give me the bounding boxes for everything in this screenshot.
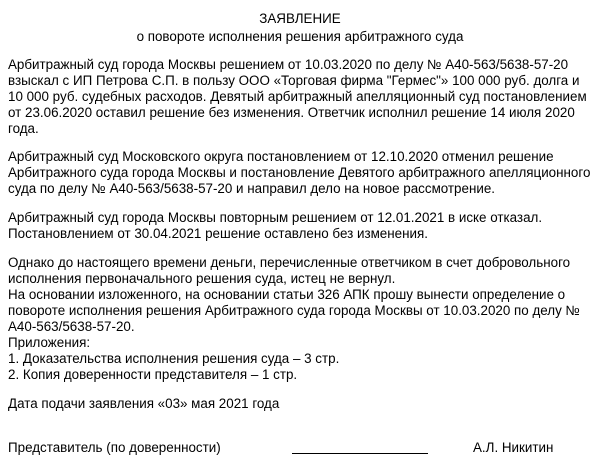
document-subtitle: о повороте исполнения решения арбитражного суда <box>136 29 464 44</box>
paragraph-1-line-1: Арбитражный суд города Москвы решением от 10.03.2020 по делу № А40-563/5638-57-20 <box>8 57 569 72</box>
paragraph-3-line-2: Постановлением от 30.04.2021 решение оставлено без изменения. <box>8 226 428 241</box>
paragraph-2-line-1: Арбитражный суд Московского округа постановлением от 12.10.2020 отменил решение <box>8 149 554 164</box>
paragraph-1-line-5: года. <box>8 121 39 136</box>
paragraph-3-line-1: Арбитражный суд города Москвы повторным решением от 12.01.2021 в иске отказал. <box>8 210 543 225</box>
attachments-heading: Приложения: <box>8 335 91 350</box>
paragraph-4-line-5: А40-563/5638-57-20. <box>8 319 135 334</box>
paragraph-4-line-4: повороте исполнения решения Арбитражного суда города Москвы от 10.03.2020 по делу № <box>8 303 580 318</box>
paragraph-1-line-3: 10 000 руб. судебных расходов. Девятый арбитражный апелляционный суд постановлением <box>8 89 587 104</box>
attachment-item-2: 2. Копия доверенности представителя – 1 стр. <box>8 367 298 382</box>
paragraph-4-line-3: На основании изложенного, на основании статьи 326 АПК прошу вынести определение о <box>8 287 566 302</box>
paragraph-2-line-3: суда по делу № А40-563/5638-57-20 и направил дело на новое рассмотрение. <box>8 181 495 196</box>
signature-label: Представитель (по доверенности) <box>8 440 221 455</box>
paragraph-1-line-4: от 23.06.2020 оставил решение без изменения. Ответчик исполнил решение 14 июля 2020 <box>8 105 575 120</box>
signature-line <box>292 453 428 454</box>
paragraph-4-line-1: Однако до настоящего времени деньги, перечисленные ответчиком в счет добровольного <box>8 255 571 270</box>
paragraph-4-line-2: исполнения первоначального решения суда, истец не вернул. <box>8 271 396 286</box>
document-title: ЗАЯВЛЕНИЕ <box>259 11 341 26</box>
paragraph-2-line-2: Арбитражного суда города Москвы и постановление Девятого арбитражного апелляционного <box>8 165 591 180</box>
attachment-item-1: 1. Доказательства исполнения решения суда – 3 стр. <box>8 351 340 366</box>
signature-name: А.Л. Никитин <box>473 440 554 455</box>
filing-date: Дата подачи заявления «03» мая 2021 года <box>8 396 280 411</box>
paragraph-1-line-2: взыскал с ИП Петрова С.П. в пользу ООО «Торговая фирма "Гермес"» 100 000 руб. долга и <box>8 73 580 88</box>
